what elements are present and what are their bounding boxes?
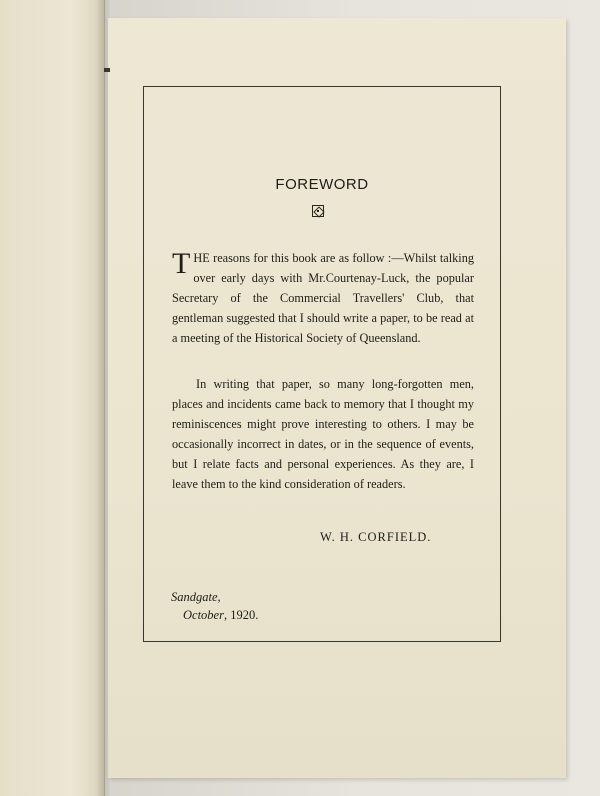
left-page [0,0,105,796]
foreword-paragraph-1 [172,248,474,348]
date-year: , 1920. [223,608,259,622]
foreword-paragraph-2: In writing that paper, so many long-forgotten men, places and incidents came back to memory that I thought my reminiscences might prove interesting to others. I may be occasionally incorrect in dates, or in the sequence of events, but I relate facts and personal experiences. As they are, I leave them to the kind consideration of readers. [172,377,474,491]
decorative-knot-icon [312,205,324,217]
author-signature: W. H. CORFIELD. [320,530,432,544]
place-line: Sandgate, [171,590,221,604]
date-month: October [183,608,224,622]
date-line [183,608,258,623]
binding-mark [104,68,110,72]
paragraph-1-text: HE reasons for this book are as follow :—Whilst talking over early days with Mr.Courtenay-Luck, the popular Secretary of the Commercial Travellers' Club, that gentleman suggested that I should write a paper, to be read at a meeting of the Historical Society of Queensland. [172,251,474,345]
drop-cap: T [172,247,191,280]
page-title: FOREWORD [275,176,369,193]
page-border-frame [143,86,501,642]
